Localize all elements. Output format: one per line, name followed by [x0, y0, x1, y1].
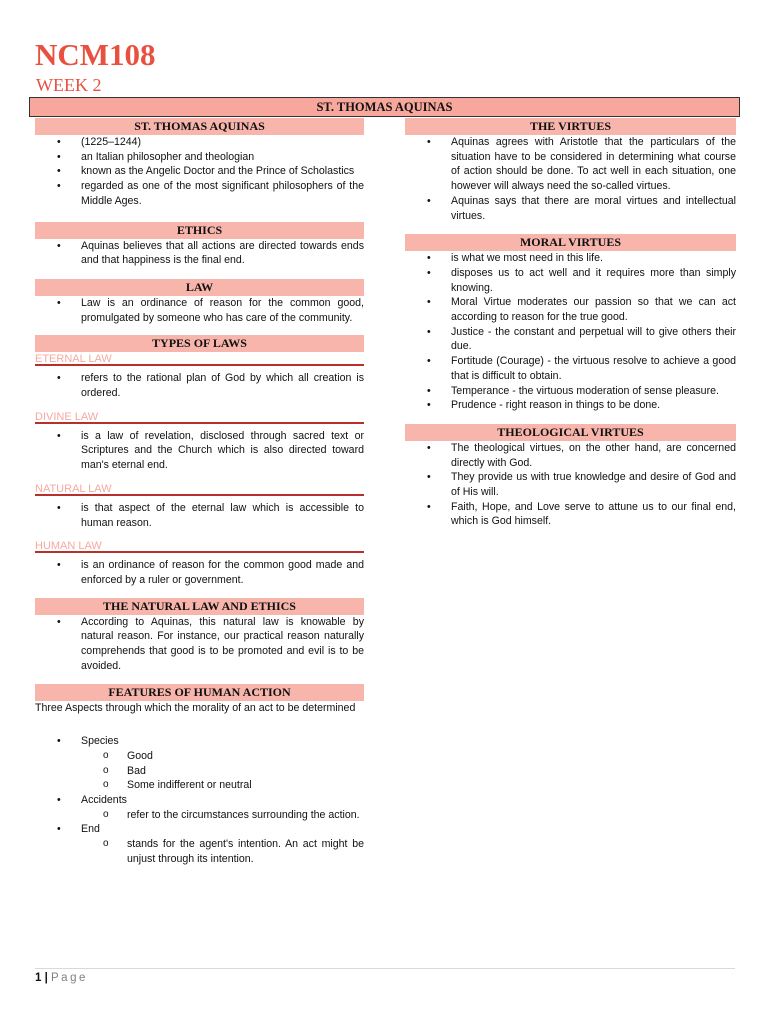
list-item: • Aquinas says that there are moral virtues and intellectual virtues.	[405, 194, 736, 223]
sub-list-item: o Good	[81, 749, 364, 764]
list-item: • an Italian philosopher and theologian	[35, 150, 364, 165]
list-item: • According to Aquinas, this natural law is knowable by natural reason. For instance, our practical reason naturally comprehends that good is to be promoted and evil is to be avoided.	[35, 615, 364, 674]
law-list	[35, 296, 364, 325]
section-heading-theological-virtues: THEOLOGICAL VIRTUES	[405, 424, 736, 441]
footer-separator: |	[41, 972, 52, 984]
list-item: • is an ordinance of reason for the common good made and enforced by a ruler or government.	[35, 558, 364, 587]
sub-list-item: o refer to the circumstances surrounding the action.	[81, 808, 364, 823]
end-sublist	[81, 837, 364, 866]
page-footer	[35, 970, 88, 986]
section-heading-ethics: ETHICS	[35, 222, 364, 239]
sub-list-item: o stands for the agent's intention. An act might be unjust through its intention.	[81, 837, 364, 866]
list-item	[35, 734, 364, 793]
aspect-species: Species	[81, 735, 119, 748]
week-label: WEEK 2	[36, 75, 102, 95]
page-number: 1	[35, 972, 42, 984]
list-item: • Moral Virtue moderates our passion so that we can act according to reason for the true good.	[405, 295, 736, 324]
list-item	[35, 793, 364, 822]
left-column	[35, 118, 364, 867]
page-title-banner: ST. THOMAS AQUINAS	[29, 97, 740, 117]
sub-list-item: o Some indifferent or neutral	[81, 778, 364, 793]
accidents-sublist	[81, 808, 364, 823]
moral-virtues-list	[405, 251, 736, 413]
list-item: • is what we most need in this life.	[405, 251, 736, 266]
sub-list-item: o Bad	[81, 764, 364, 779]
list-item: • Law is an ordinance of reason for the common good, promulgated by someone who has care of the community.	[35, 296, 364, 325]
aspects-list	[35, 734, 364, 866]
list-item: • Aquinas agrees with Aristotle that the particulars of the situation have to be considered in determining what course of action should be done. To act well in each situation, one however will always need the so-called virtues.	[405, 135, 736, 194]
subheading-natural-law: NATURAL LAW	[35, 482, 364, 496]
course-code: NCM108	[35, 37, 156, 72]
theological-virtues-list	[405, 441, 736, 529]
list-item: • Justice - the constant and perpetual will to give others their due.	[405, 325, 736, 354]
list-item: • Fortitude (Courage) - the virtuous resolve to achieve a good that is difficult to obtain.	[405, 354, 736, 383]
aspect-end: End	[81, 823, 100, 836]
aquinas-list	[35, 135, 364, 209]
section-heading-moral-virtues: MORAL VIRTUES	[405, 234, 736, 251]
human-action-intro: Three Aspects through which the morality of an act to be determined	[35, 702, 356, 715]
section-heading-aquinas: ST. THOMAS AQUINAS	[35, 118, 364, 135]
subheading-divine-law: DIVINE LAW	[35, 410, 364, 424]
section-heading-types-of-laws: TYPES OF LAWS	[35, 335, 364, 352]
list-item: • (1225–1244)	[35, 135, 364, 150]
subheading-human-law: HUMAN LAW	[35, 539, 364, 553]
virtues-list	[405, 135, 736, 223]
subheading-eternal-law: ETERNAL LAW	[35, 352, 364, 366]
right-column	[405, 118, 736, 529]
list-item: • regarded as one of the most significant philosophers of the Middle Ages.	[35, 179, 364, 208]
list-item: • The theological virtues, on the other hand, are concerned directly with God.	[405, 441, 736, 470]
footer-divider	[35, 968, 735, 969]
list-item	[35, 822, 364, 866]
list-item: • refers to the rational plan of God by which all creation is ordered.	[35, 371, 364, 400]
eternal-law-list	[35, 371, 364, 400]
species-sublist	[81, 749, 364, 793]
natural-law-ethics-list	[35, 615, 364, 674]
list-item: • is a law of revelation, disclosed through sacred text or Scriptures and the Church which is also directed toward man's eternal end.	[35, 429, 364, 473]
list-item: • They provide us with true knowledge and desire of God and of His will.	[405, 470, 736, 499]
aspect-accidents: Accidents	[81, 793, 127, 806]
list-item: • Faith, Hope, and Love serve to attune us to our final end, which is God himself.	[405, 500, 736, 529]
section-heading-virtues: THE VIRTUES	[405, 118, 736, 135]
ethics-list	[35, 239, 364, 268]
list-item: • Temperance - the virtuous moderation of sense pleasure.	[405, 384, 736, 399]
section-heading-human-action: FEATURES OF HUMAN ACTION	[35, 684, 364, 701]
section-heading-natural-law-ethics: THE NATURAL LAW AND ETHICS	[35, 598, 364, 615]
natural-law-list	[35, 501, 364, 530]
list-item: • is that aspect of the eternal law which is accessible to human reason.	[35, 501, 364, 530]
list-item: • Aquinas believes that all actions are directed towards ends and that happiness is the final end.	[35, 239, 364, 268]
divine-law-list	[35, 429, 364, 473]
human-law-list	[35, 558, 364, 587]
page-word: Page	[51, 972, 88, 984]
list-item: • known as the Angelic Doctor and the Prince of Scholastics	[35, 164, 364, 179]
section-heading-law: LAW	[35, 279, 364, 296]
list-item: • disposes us to act well and it requires more than simply knowing.	[405, 266, 736, 295]
list-item: • Prudence - right reason in things to be done.	[405, 398, 736, 413]
